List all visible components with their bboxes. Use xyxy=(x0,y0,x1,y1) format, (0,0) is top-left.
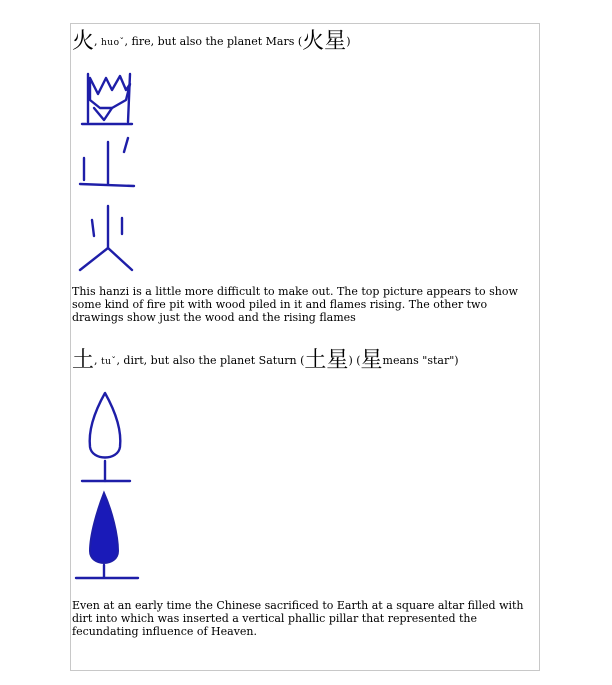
earth-pillar-filled-drawing xyxy=(76,493,138,578)
fire-description: This hanzi is a little more difficult to make out. The top picture appears to show some kind of fire pit with wood piled in it and flames rising. The other two drawings show just the wood and the rising flames xyxy=(72,285,518,324)
earth-character: 土 xyxy=(72,348,95,373)
earth-pillar-outline-drawing xyxy=(82,393,130,481)
star-character: 星 xyxy=(360,348,383,373)
fire-pinyin: huoˇ xyxy=(101,38,125,48)
fire-meaning: , fire, but also the planet Mars ( xyxy=(124,35,303,48)
wood-flames-drawing xyxy=(80,138,134,186)
earth-pictograph-drawings xyxy=(70,385,150,585)
fire-pit-drawing xyxy=(82,74,132,124)
star-meaning: means "star") xyxy=(382,354,459,367)
earth-heading: 土, tuˇ, dirt, but also the planet Saturn (土星) (星means "star") xyxy=(72,348,459,373)
fire-heading: 火, huoˇ, fire, but also the planet Mars (火星) xyxy=(72,29,351,54)
earth-meaning: , dirt, but also the planet Saturn ( xyxy=(116,354,305,367)
saturn-characters: 土星 xyxy=(304,348,349,373)
earth-pinyin: tuˇ xyxy=(101,357,117,367)
rising-flames-drawing xyxy=(80,206,132,270)
earth-description: Even at an early time the Chinese sacrificed to Earth at a square altar filled with dirt into which was inserted a vertical phallic pillar that represented the fecundating influence of Heaven. xyxy=(72,599,524,638)
fire-pictograph-drawings xyxy=(70,60,150,280)
fire-character: 火 xyxy=(72,29,95,54)
mars-characters: 火星 xyxy=(302,29,347,54)
